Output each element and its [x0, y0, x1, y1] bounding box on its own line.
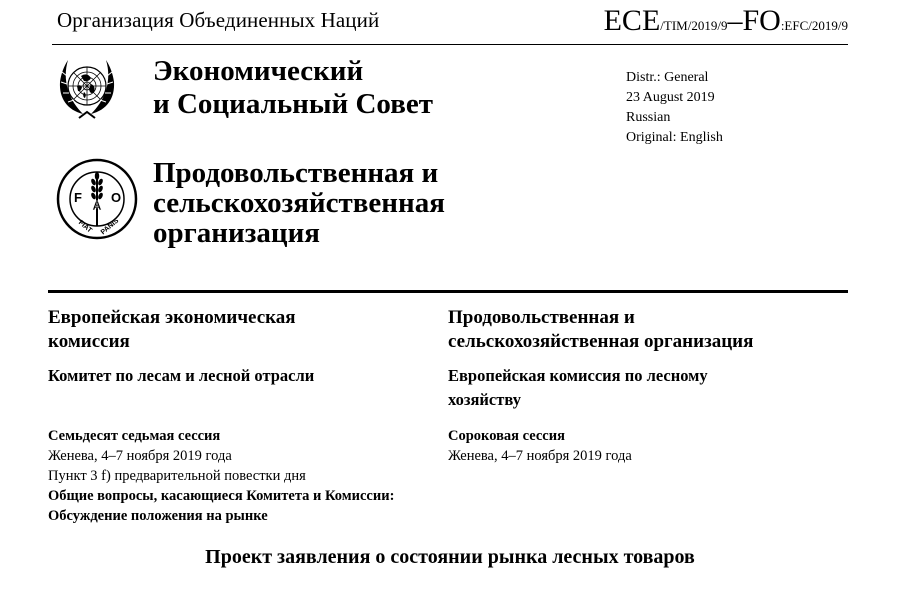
council-line-1: Экономический [153, 55, 364, 87]
fao-motto-fiat: FIAT [76, 219, 93, 235]
fao-letter-o: O [110, 190, 122, 205]
organization-name: Организация Объединенных Наций [57, 8, 380, 32]
distribution-block [626, 68, 723, 148]
fao-letter-a: A [92, 198, 102, 213]
fao-letter-f: F [74, 190, 82, 205]
right-session: Сороковая сессия [448, 428, 565, 444]
symbol-suffix-ece: /TIM/2019/9 [660, 18, 728, 33]
symbol-prefix-fo: FO [742, 4, 781, 37]
left-topic-2: Обсуждение положения на рынке [48, 508, 268, 524]
distr-date: 23 August 2019 [626, 90, 715, 105]
symbol-suffix-fo: :EFC/2019/9 [780, 18, 848, 33]
left-agenda-item: Пункт 3 f) предварительной повестки дня [48, 468, 306, 484]
right-commission-line-1: Европейская комиссия по лесному [448, 366, 708, 385]
header-rule [52, 44, 848, 45]
left-body-line-1: Европейская экономическая [48, 307, 296, 328]
section-rule [48, 290, 848, 293]
right-column [448, 306, 848, 466]
symbol-dash: – [727, 4, 743, 37]
left-body-line-2: комиссия [48, 331, 130, 352]
distr-line: Distr.: General [626, 70, 709, 85]
right-commission-line-2: хозяйству [448, 390, 521, 409]
fao-name [153, 158, 445, 248]
document-symbol [604, 4, 848, 38]
fao-line-2: сельскохозяйственная [153, 187, 445, 219]
fao-motto-panis: PANIS [99, 217, 121, 237]
left-column [48, 306, 448, 526]
fao-emblem-icon [56, 158, 138, 240]
left-session: Семьдесят седьмая сессия [48, 428, 221, 444]
fao-line-3: организация [153, 217, 320, 249]
fao-line-1: Продовольственная и [153, 157, 439, 189]
un-emblem-icon [53, 52, 121, 126]
council-name [153, 55, 433, 121]
distr-original: Original: English [626, 130, 723, 145]
right-place: Женева, 4–7 ноября 2019 года [448, 448, 632, 464]
document-title: Проект заявления о состоянии рынка лесных товаров [205, 546, 695, 568]
right-body-line-2: сельскохозяйственная организация [448, 331, 754, 352]
council-line-2: и Социальный Совет [153, 88, 433, 120]
left-committee: Комитет по лесам и лесной отрасли [48, 366, 315, 385]
left-topic-1: Общие вопросы, касающиеся Комитета и Комиссии: [48, 488, 395, 504]
left-place: Женева, 4–7 ноября 2019 года [48, 448, 232, 464]
right-body-line-1: Продовольственная и [448, 307, 635, 328]
distr-language: Russian [626, 110, 671, 125]
symbol-prefix-ece: ECE [603, 4, 661, 37]
